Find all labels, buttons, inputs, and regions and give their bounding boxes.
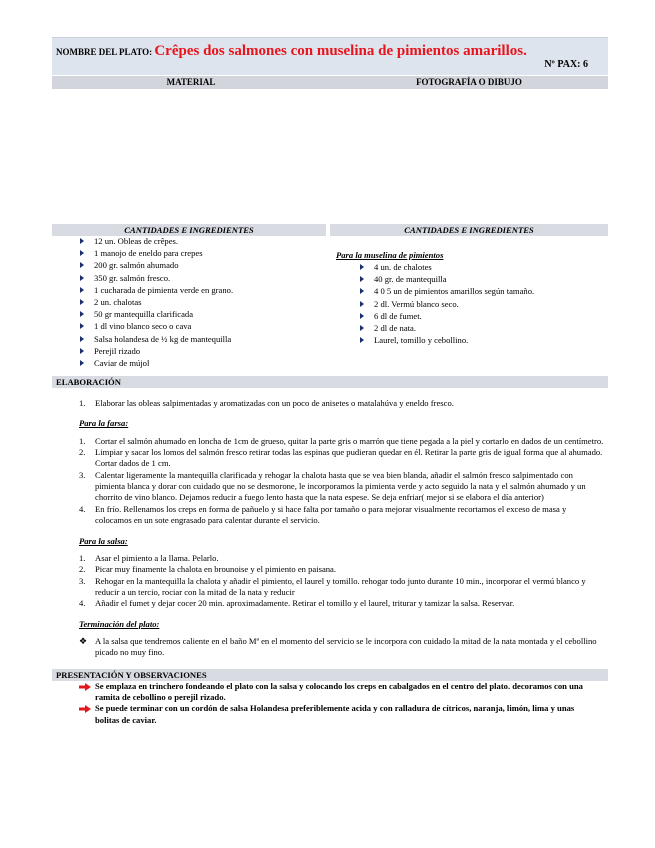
- list-item: [330, 262, 608, 274]
- step-text: Calentar ligeramente la mantequilla clarificada y rehogar la chalota hasta que se vea bien blanda, añadir el salmón fresco salpimentado con pimienta blanca y dorar con cuidado que no se desmorone, le incorporamos la pimienta verde y acto seguido la nata y el salmón ahumado y un chorrito de vino blanco. Dejamos reducir a fuego lento hasta que la nata espese. Se deja enfriar( mejor si se elabora el día anterior): [95, 469, 586, 503]
- ingredient-text: 50 gr mantequilla clarificada: [94, 309, 194, 320]
- ingredient-text: 1 cucharada de pimienta verde en grano.: [94, 284, 234, 295]
- list-item: [52, 358, 330, 370]
- photo-area: [52, 89, 608, 224]
- salsa-title: Para la salsa:: [79, 535, 128, 546]
- list-item: [52, 598, 608, 609]
- triangle-bullet-icon: [360, 313, 364, 319]
- ingredient-text: Caviar de mújol: [94, 357, 150, 368]
- triangle-bullet-icon: [360, 325, 364, 331]
- dish-name: Crêpes dos salmones con muselina de pimientos amarillos.: [154, 43, 527, 59]
- list-item: [52, 470, 608, 504]
- ingredient-text: 4 0 5 un de pimientos amarillos según tamaño.: [374, 286, 535, 297]
- ingredient-text: 4 un. de chalotes: [374, 262, 432, 272]
- triangle-bullet-icon: [80, 323, 84, 329]
- triangle-bullet-icon: [80, 262, 84, 268]
- ingredients-header-right: CANTIDADES E INGREDIENTES: [330, 224, 608, 236]
- terminacion-title: Terminación del plato:: [79, 618, 160, 629]
- list-item: [52, 681, 608, 704]
- ingredient-text: 2 dl de nata.: [374, 322, 416, 333]
- list-item: [52, 447, 608, 470]
- ingredient-text: 2 un. chalotas: [94, 296, 142, 307]
- material-header: MATERIAL: [166, 77, 216, 87]
- list-item: [52, 273, 330, 285]
- step-text: Elaborar las obleas salpimentadas y aromatizadas con un poco de anisetes o matalahúva y eneldo fresco.: [95, 398, 454, 409]
- triangle-bullet-icon: [80, 299, 84, 305]
- list-item: [52, 334, 330, 346]
- ingredient-text: 6 dl de fumet.: [374, 310, 422, 321]
- list-item: [52, 346, 330, 358]
- presentacion-band: PRESENTACIÓN Y OBSERVACIONES: [52, 669, 608, 681]
- step-number: 2.: [79, 447, 86, 458]
- list-item: [52, 553, 608, 564]
- intro-step: [52, 398, 608, 409]
- list-item: [330, 274, 608, 286]
- ingredient-text: 40 gr. de mantequilla: [374, 274, 447, 285]
- presentacion-text: Se emplaza en trinchero fondeando el plato con la salsa y colocando los creps en cabalgados en el centro del plato. decoramos con una ramita de cebollino o perejil rizado.: [95, 680, 583, 702]
- step-number: 4.: [79, 503, 86, 514]
- step-number: 2.: [79, 564, 86, 575]
- list-item: [330, 286, 608, 298]
- presentacion-text: Se puede terminar con un cordón de salsa Holandesa preferiblemente acida y con ralladura de cítricos, naranja, limón, lima y unas bolitas de caviar.: [95, 703, 575, 725]
- ingredient-text: 200 gr. salmón ahumado: [94, 260, 179, 271]
- triangle-bullet-icon: [80, 336, 84, 342]
- title-line: [56, 42, 527, 62]
- triangle-bullet-icon: [80, 311, 84, 317]
- step-number: 1.: [79, 552, 86, 563]
- step-text: Picar muy finamente la chalota en brounoise y el pimiento en paisana.: [95, 564, 337, 575]
- list-item: [330, 311, 608, 323]
- triangle-bullet-icon: [80, 250, 84, 256]
- list-item: [52, 703, 608, 726]
- ingredient-text: Perejil rizado: [94, 345, 141, 356]
- step-number: 1.: [79, 435, 86, 446]
- farsa-title: Para la farsa:: [79, 418, 129, 429]
- ingredient-text: Laurel, tomillo y cebollino.: [374, 335, 469, 346]
- ingredient-text: 2 dl. Vermú blanco seco.: [374, 298, 459, 309]
- list-item: [52, 398, 608, 409]
- list-item: [52, 564, 608, 575]
- arrow-bullet-icon: [79, 683, 91, 691]
- dish-label: NOMBRE DEL PLATO:: [56, 47, 153, 57]
- photo-header: FOTOGRAFÍA O DIBUJO: [416, 77, 522, 87]
- list-item: [52, 504, 608, 527]
- triangle-bullet-icon: [80, 287, 84, 293]
- muselina-title: Para la muselina de pimientos: [336, 250, 444, 260]
- list-item: [330, 323, 608, 335]
- arrow-bullet-icon: [79, 705, 91, 713]
- terminacion-text: A la salsa que tendremos caliente en el baño Mª en el momento del servicio se le incorpora con cuidado la mitad de la nata montada y el cebollino picado no muy fino.: [95, 635, 597, 658]
- triangle-bullet-icon: [80, 238, 84, 244]
- farsa-steps: [52, 436, 608, 527]
- ingredient-text: 350 gr. salmón fresco.: [94, 272, 171, 283]
- step-number: 3.: [79, 469, 86, 480]
- ingredients-headers: [52, 224, 608, 236]
- triangle-bullet-icon: [360, 301, 364, 307]
- list-item: [52, 285, 330, 297]
- ingredients-left-column: [52, 236, 330, 370]
- list-item: [330, 335, 608, 347]
- title-box: [52, 37, 608, 75]
- ingredients-right-list: [330, 262, 608, 347]
- pax-count: Nº PAX: 6: [544, 59, 588, 70]
- triangle-bullet-icon: [360, 288, 364, 294]
- list-item: [52, 297, 330, 309]
- column-headers: [52, 76, 608, 89]
- step-number: 4.: [79, 598, 86, 609]
- step-text: Rehogar en la mantequilla la chalota y añadir el pimiento, el laurel y tomillo. rehogar todo junto durante 10 min., incorporar el vermú blanco y reducir a un tercio, rociar con la mitad de la nata y reducir: [95, 575, 586, 597]
- triangle-bullet-icon: [80, 275, 84, 281]
- list-item: [52, 309, 330, 321]
- diamond-bullet-icon: ❖: [79, 635, 88, 646]
- salsa-steps: [52, 553, 608, 610]
- ingredient-text: Salsa holandesa de ½ kg de mantequilla: [94, 333, 232, 344]
- list-item: [52, 321, 330, 333]
- recipe-sheet: [52, 37, 608, 726]
- list-item: [52, 260, 330, 272]
- ingredient-text: 12 un. Obleas de crêpes.: [94, 236, 178, 246]
- step-text: En frío. Rellenamos los creps en forma de pañuelo y si hace falta por tamaño o para mejorar visualmente recortamos el exceso de masa y colocamos en un sote engrasado para calentar durante el servicio.: [95, 503, 567, 526]
- triangle-bullet-icon: [80, 360, 84, 366]
- list-item: [52, 236, 330, 248]
- list-item: [52, 636, 608, 659]
- ingredient-text: 1 manojo de eneldo para crepes: [94, 248, 203, 259]
- step-text: Cortar el salmón ahumado en loncha de 1cm de grueso, quitar la parte gris o marrón que tiene pegada a la piel y cortarlo en dados de un centímetro.: [95, 435, 604, 446]
- ingredients-right-column: [330, 236, 608, 370]
- ingredients-columns: [52, 236, 608, 370]
- ingredient-text: 1 dl vino blanco seco o cava: [94, 321, 192, 332]
- ingredients-header-left: CANTIDADES E INGREDIENTES: [52, 224, 326, 236]
- terminacion-list: [52, 636, 608, 659]
- step-number: 3.: [79, 575, 86, 586]
- triangle-bullet-icon: [360, 276, 364, 282]
- step-text: Limpiar y sacar los lomos del salmón fresco retirar todas las espinas que pudieran quedar en él. Retirar la parte gris de igual forma que al ahumado. Cortar dados de 1 cm.: [95, 447, 603, 469]
- presentacion-list: [52, 681, 608, 726]
- triangle-bullet-icon: [360, 337, 364, 343]
- triangle-bullet-icon: [360, 264, 364, 270]
- ingredients-left-list: [52, 236, 330, 370]
- step-number: 1.: [79, 398, 86, 409]
- list-item: [52, 436, 608, 447]
- step-text: Añadir el fumet y dejar cocer 20 min. aproximadamente. Retirar el tomillo y el laurel, triturar y tamizar la salsa. Reservar.: [95, 598, 515, 609]
- step-text: Asar el pimiento a la llama. Pelarlo.: [95, 552, 219, 563]
- list-item: [52, 576, 608, 599]
- triangle-bullet-icon: [80, 348, 84, 354]
- elaboracion-band: ELABORACIÓN: [52, 376, 608, 388]
- list-item: [330, 299, 608, 311]
- list-item: [52, 248, 330, 260]
